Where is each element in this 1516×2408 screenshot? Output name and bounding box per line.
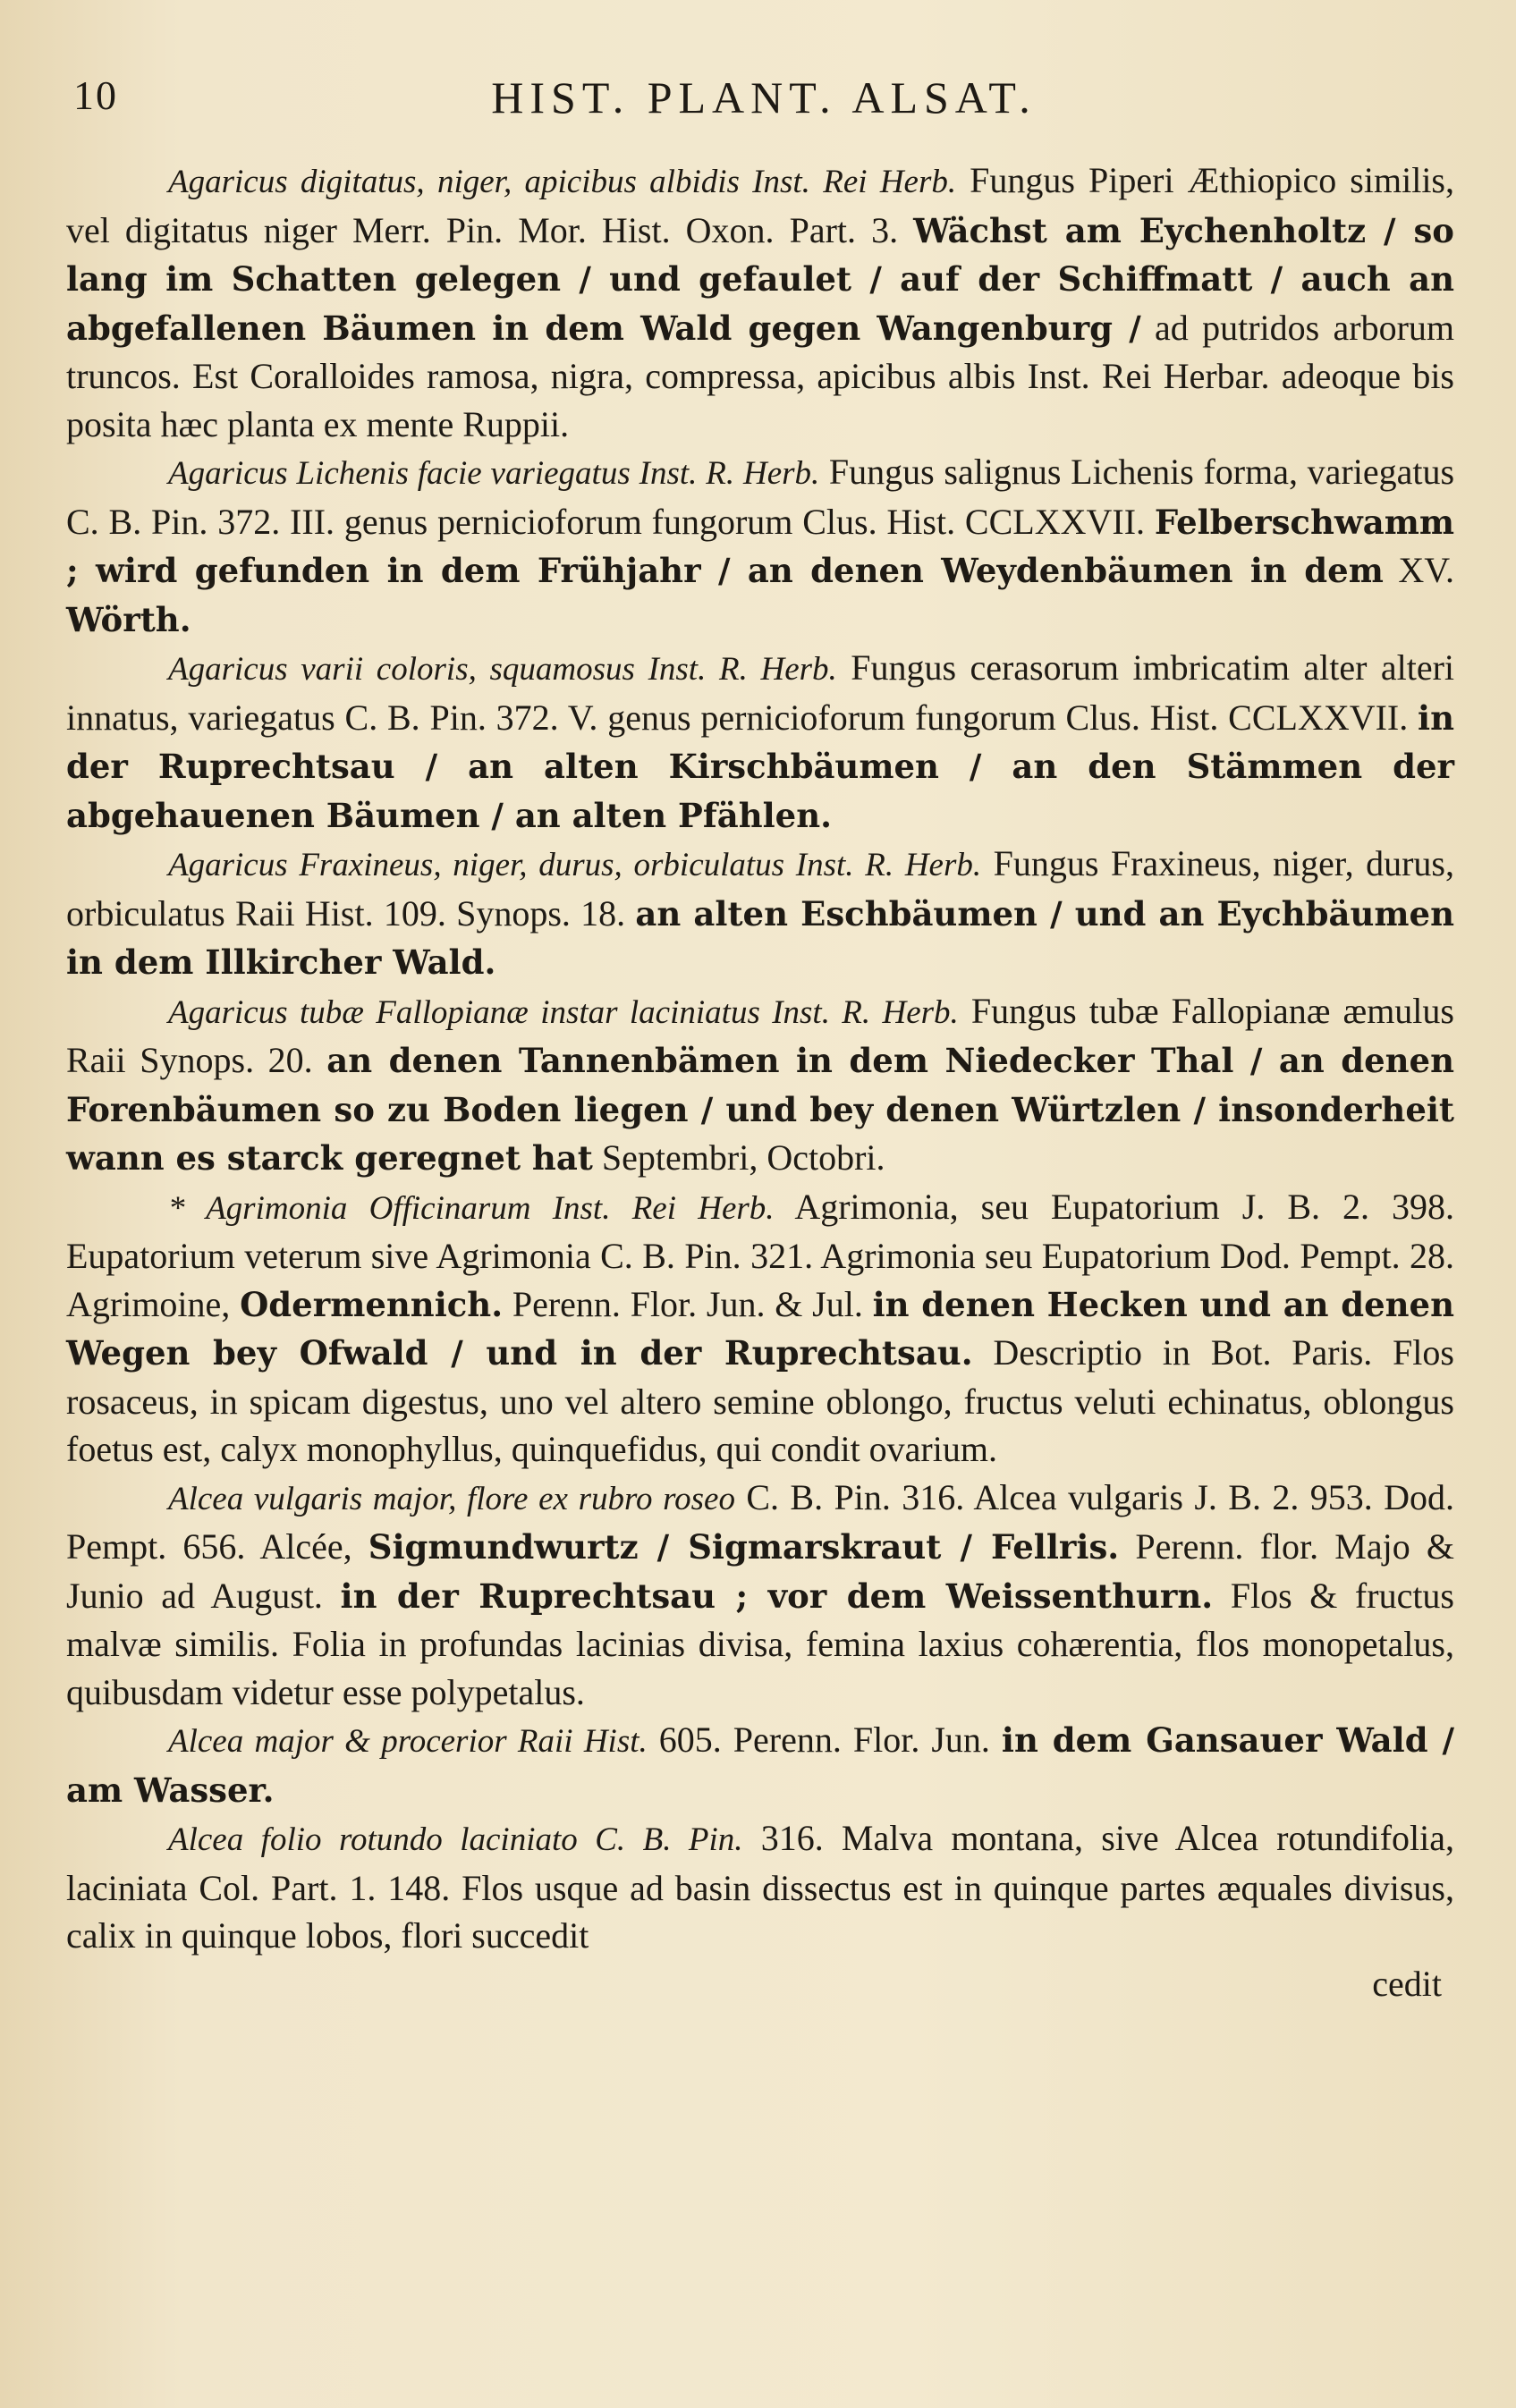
- entry-text: Agrimonia, seu Eupatorium J. B. 2. 398. Eupatorium veterum sive Agrimonia C. B. Pin. 321. Agrimonia seu Eupatorium Dod. Pempt. 28. Agrimoine,: [66, 1186, 1454, 1324]
- entry-name: Alcea vulgaris major, flore ex rubro roseo: [168, 1480, 735, 1517]
- entry-german: Odermennich.: [240, 1284, 504, 1324]
- entry-agaricus-varii-coloris: [66, 644, 1454, 840]
- entry-text: Fungus tubæ Fallopianæ æmulus Raii Synops. 20.: [66, 990, 1454, 1080]
- entry-german: an alten Eschbäumen / und an Eychbäumen in dem Illkircher Wald.: [66, 893, 1454, 982]
- entry-agaricus-tubae: [66, 987, 1454, 1183]
- entry-text: Perenn. Flor. Jun. & Jul.: [503, 1283, 873, 1324]
- entry-agaricus-digitatus: [66, 156, 1454, 448]
- entry-name: Alcea major & procerior Raii Hist.: [168, 1723, 648, 1760]
- entry-german: Wörth.: [66, 599, 191, 639]
- entry-text: Fungus Fraxineus, niger, durus, orbiculatus Raii Hist. 109. Synops. 18.: [66, 843, 1454, 934]
- entry-text: Fungus salignus Lichenis forma, variegatus C. B. Pin. 372. III. genus pernicioforum fungorum Clus. Hist. CCLXXVII.: [66, 452, 1455, 542]
- entry-name: Agaricus Fraxineus, niger, durus, orbiculatus Inst. R. Herb.: [168, 847, 982, 883]
- entry-text: C. B. Pin. 316. Alcea vulgaris J. B. 2. 953. Dod. Pempt. 656. Alcée,: [66, 1476, 1454, 1567]
- entry-alcea-major: [66, 1716, 1454, 1814]
- catchword: cedit: [1372, 1963, 1442, 2004]
- entry-name: Agaricus varii coloris, squamosus Inst. R. Herb.: [168, 651, 837, 688]
- entry-text: Perenn. flor. Majo & Junio ad August.: [66, 1526, 1454, 1616]
- page-number: 10: [73, 72, 118, 118]
- entry-text: ad putridos arborum truncos. Est Coralloides ramosa, nigra, compressa, apicibus albis Inst. Rei Herbar. adeoque bis posita hæc planta ex mente Ruppii.: [66, 307, 1454, 444]
- entry-german: in der Ruprechtsau / an alten Kirschbäumen / an den Stämmen der abgehauenen Bäumen / an alten Pfählen.: [66, 697, 1454, 835]
- entry-agrimonia: [66, 1183, 1454, 1474]
- entry-agaricus-fraxineus: [66, 840, 1454, 987]
- entry-name: Alcea folio rotundo laciniato C. B. Pin.: [168, 1821, 743, 1858]
- entry-text: XV.: [1383, 550, 1454, 590]
- page-header: [66, 72, 1461, 134]
- entry-text: 605. Perenn. Flor. Jun.: [647, 1719, 1002, 1760]
- entry-german: in denen Hecken und an denen Wegen bey Ofwald / und in der Ruprechtsau.: [66, 1284, 1454, 1373]
- entry-german: in der Ruprechtsau ; vor dem Weissenthurn.: [340, 1576, 1214, 1616]
- body-text: [66, 156, 1454, 2007]
- entry-german: Wächst am Eychenholtz / so lang im Schatten gelegen / und gefaulet / auf der Schiffmatt / auch an abgefallenen Bäumen in dem Wald gegen Wangenburg /: [66, 210, 1454, 348]
- entry-name: Agaricus tubæ Fallopianæ instar laciniatus Inst. R. Herb.: [168, 993, 959, 1031]
- entry-text: Fungus Piperi Æthiopico similis, vel digitatus niger Merr. Pin. Mor. Hist. Oxon. Part. 3.: [66, 160, 1455, 250]
- entry-text: Fungus cerasorum imbricatim alter alteri innatus, variegatus C. B. Pin. 372. V. genus pernicioforum fungorum Clus. Hist. CCLXXVII.: [66, 647, 1455, 738]
- running-title: HIST. PLANT. ALSAT.: [491, 72, 1037, 123]
- entry-alcea-folio-rotundo: [66, 1814, 1454, 1960]
- entry-name: Agaricus digitatus, niger, apicibus albidis Inst. Rei Herb.: [168, 164, 957, 200]
- entry-german: in dem Gansauer Wald / am Wasser.: [66, 1720, 1454, 1810]
- entry-text: Descriptio in Bot. Paris. Flos rosaceus, in spicam digestus, uno vel altero semine oblongo, fructus veluti echinatus, oblongus foetus est, calyx monophyllus, quinquefidus, qui condit ovarium.: [66, 1332, 1454, 1469]
- entry-text: Septembri, Octobri.: [592, 1137, 885, 1178]
- entry-german: Felberschwamm ; wird gefunden in dem Frühjahr / an denen Weydenbäumen in dem: [66, 502, 1454, 590]
- entry-german: Sigmundwurtz / Sigmarskraut / Fellris.: [368, 1527, 1120, 1567]
- entry-german: an denen Tannenbämen in dem Niedecker Thal / an denen Forenbäumen so zu Boden liegen / und bey denen Würtzlen / insonderheit wann es starck geregnet hat: [66, 1041, 1454, 1178]
- entry-agaricus-lichenis: [66, 448, 1454, 644]
- entry-text: 316. Malva montana, sive Alcea rotundifolia, laciniata Col. Part. 1. 148. Flos usque ad basin dissectus est in quinque partes æquales divisus, calix in quinque lobos, flori succedit: [66, 1818, 1454, 1956]
- entry-name: * Agrimonia Officinarum Inst. Rei Herb.: [168, 1189, 775, 1227]
- entry-alcea-vulgaris: [66, 1474, 1454, 1717]
- entry-name: Agaricus Lichenis facie variegatus Inst. R. Herb.: [168, 455, 820, 492]
- entry-text: Flos & fructus malvæ similis. Folia in profundas lacinias divisa, femina laxius cohærentia, flos monopetalus, quibusdam videtur esse polypetalus.: [66, 1575, 1454, 1712]
